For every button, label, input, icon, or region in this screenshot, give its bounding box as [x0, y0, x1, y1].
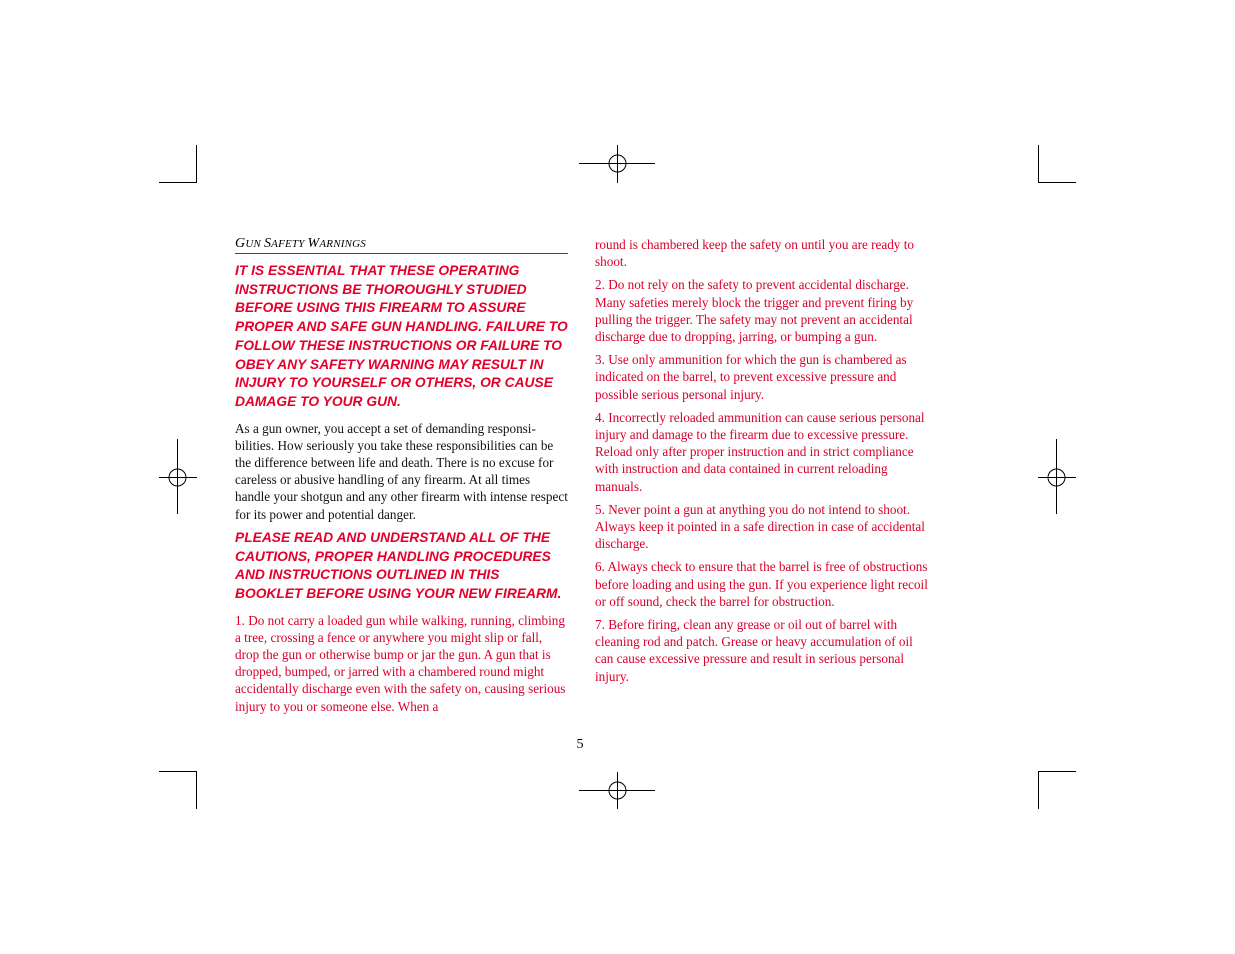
crop-mark	[159, 771, 197, 772]
crop-mark	[1038, 145, 1039, 183]
read-understand-warning: PLEASE READ AND UNDERSTAND ALL OF THE CAUTIONS, PROPER HANDLING PROCEDURES AND INSTRUCTIONS OUTLINED IN THIS BOOKLET BEFORE USING YOUR NEW FIREARM.	[235, 529, 562, 601]
registration-mark-icon	[1037, 439, 1077, 515]
left-column	[235, 236, 568, 721]
safety-rule-2: 2. Do not rely on the safety to prevent accidental discharge. Many safeties merely block the trigger and prevent firing by pulling the trigger. The safety may not prevent an accidental discharge due to dropping, jarring, or bumping a gun.	[595, 277, 914, 345]
right-column	[595, 236, 931, 691]
crop-mark	[1038, 771, 1076, 772]
crop-mark	[196, 771, 197, 809]
registration-mark-icon	[579, 772, 657, 810]
safety-rule-5: 5. Never point a gun at anything you do not intend to shoot. Always keep it pointed in a safe direction in case of accidental discharge.	[595, 501, 925, 552]
section-heading: GUN SAFETY WARNINGS	[235, 236, 568, 254]
crop-mark	[1038, 771, 1039, 809]
crop-mark	[1038, 182, 1076, 183]
safety-rule-4: 4. Incorrectly reloaded ammunition can cause serious personal injury and damage to the firearm due to excessive pressure. Reload only after proper instruction and in strict compliance with instruction and data contained in current reloading manuals.	[595, 409, 925, 494]
safety-rule-3: 3. Use only ammunition for which the gun is chambered as indicated on the barrel, to prevent excessive pressure and possible serious personal injury.	[595, 352, 907, 402]
safety-rule-7: 7. Before firing, clean any grease or oil out of barrel with cleaning rod and patch. Grease or heavy accumulation of oil can cause excessive pressure and result in serious personal injury.	[595, 617, 913, 684]
registration-mark-icon	[579, 144, 657, 184]
page-number: 5	[576, 737, 584, 752]
safety-rule-6: 6. Always check to ensure that the barrel is free of obstructions before loading and using the gun. If you experience light recoil or off sound, check the barrel for obstruction.	[595, 559, 928, 609]
crop-mark	[159, 182, 197, 183]
registration-mark-icon	[158, 439, 198, 515]
safety-rule-1-continued: round is chambered keep the safety on until you are ready to shoot.	[595, 237, 914, 270]
intro-paragraph: As a gun owner, you accept a set of demanding responsi-bilities. How seriously you take these responsibilities can be the difference between life and death. There is no excuse for careless or abusive handling of any firearm. At all times handle your shotgun and any other firearm with intense respect for its power and potential danger.	[235, 420, 568, 522]
crop-mark	[196, 145, 197, 183]
safety-rule-1: 1. Do not carry a loaded gun while walking, running, climbing a tree, crossing a fence or anywhere you might slip or fall, drop the gun or otherwise bump or jar the gun. A gun that is dropped, bumped, or jarred with a chambered round might accidentally discharge even with the safety on, causing serious injury to you or someone else. When a	[235, 612, 566, 714]
essential-warning: IT IS ESSENTIAL THAT THESE OPERATING INSTRUCTIONS BE THOROUGHLY STUDIED BEFORE USING THIS FIREARM TO ASSURE PROPER AND SAFE GUN HANDLING. FAILURE TO FOLLOW THESE INSTRUCTIONS OR FAILURE TO OBEY ANY SAFETY WARNING MAY RESULT IN INJURY TO YOURSELF OR OTHERS, OR CAUSE DAMAGE TO YOUR GUN.	[235, 263, 568, 409]
